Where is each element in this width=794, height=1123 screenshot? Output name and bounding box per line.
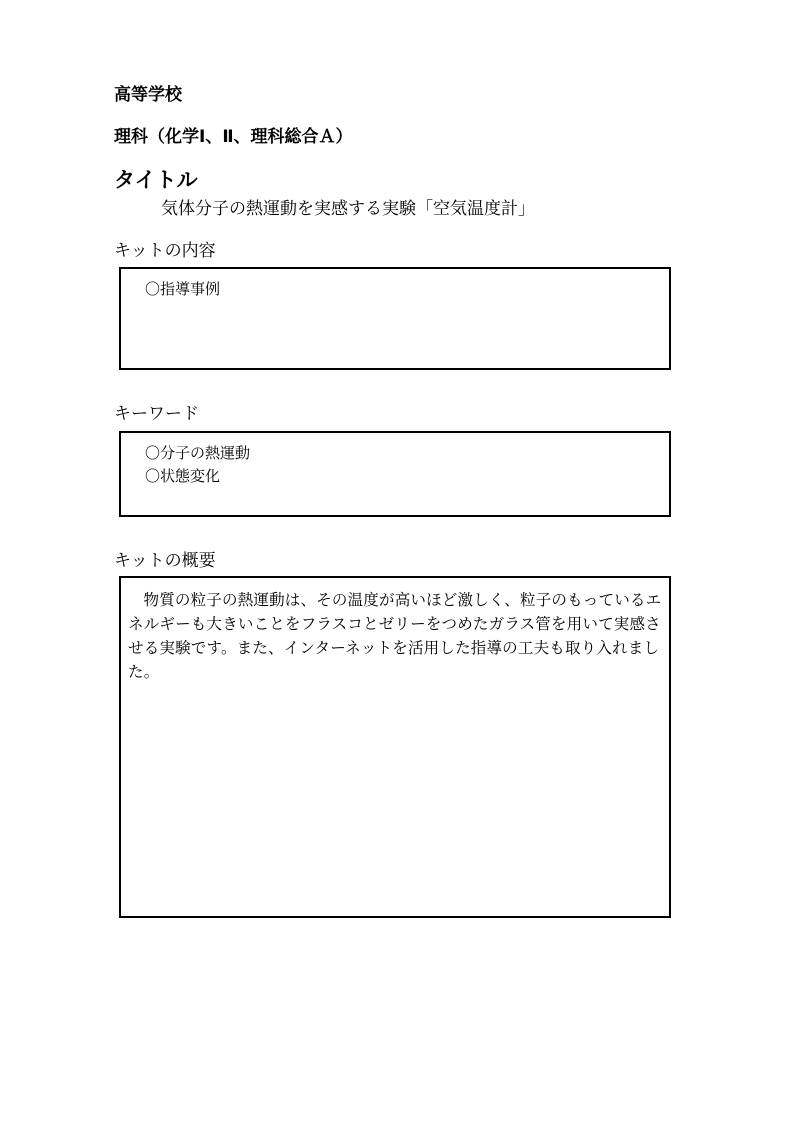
school-label: 高等学校 bbox=[114, 85, 182, 105]
subject-label: 理科（化学Ⅰ、Ⅱ、理科総合Ａ） bbox=[114, 127, 353, 147]
keywords-list bbox=[121, 433, 669, 488]
kit-contents-item: 〇指導事例 bbox=[145, 280, 221, 298]
keyword-item: 〇状態変化 bbox=[145, 467, 221, 485]
keywords-heading: キーワード bbox=[114, 404, 199, 424]
summary-text: 物質の粒子の熱運動は、その温度が高いほど激しく、粒子のもっているエネルギーも大きいことをフラスコとゼリーをつめたガラス管を用いて実感させる実験です。また、インターネットを活用した指導の工夫も取り入れました。 bbox=[128, 591, 662, 681]
kit-contents-list bbox=[121, 269, 669, 301]
summary-heading: キットの概要 bbox=[114, 551, 216, 571]
keywords-box bbox=[119, 431, 671, 517]
title-heading: タイトル bbox=[114, 168, 198, 192]
kit-contents-heading: キットの内容 bbox=[114, 241, 216, 261]
kit-contents-box bbox=[119, 267, 671, 370]
summary-box bbox=[119, 576, 671, 918]
title-text: 気体分子の熱運動を実感する実験「空気温度計」 bbox=[161, 199, 535, 219]
keyword-item: 〇分子の熱運動 bbox=[145, 444, 251, 462]
